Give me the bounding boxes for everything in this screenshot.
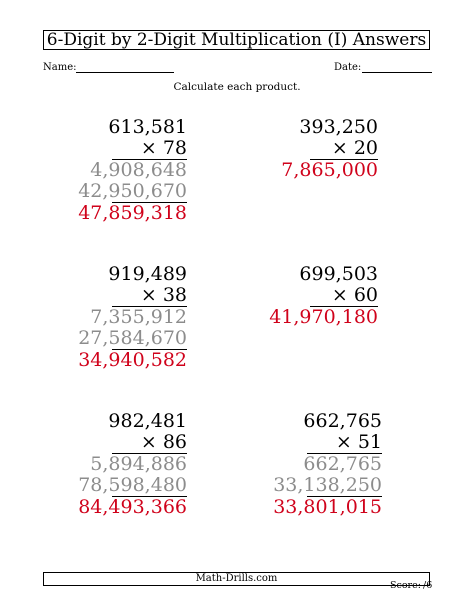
partial-product: 4,908,648 [90, 159, 187, 181]
problem-6 [182, 411, 382, 518]
multiplier: × 51 [335, 431, 382, 453]
score-label: Score: [390, 580, 421, 591]
name-label: Name: [43, 62, 77, 73]
product-answer: 47,859,318 [78, 202, 187, 224]
date-line [362, 72, 432, 73]
partial-product: 33,138,250 [273, 474, 382, 496]
multiplicand: 662,765 [303, 410, 382, 432]
multiplier: × 38 [140, 284, 187, 306]
problem-5 [0, 411, 187, 518]
problem-1 [0, 117, 187, 224]
multiplicand: 982,481 [108, 410, 187, 432]
score-total: /6 [423, 580, 433, 591]
problem-3 [0, 264, 187, 371]
multiplicand: 919,489 [108, 263, 187, 285]
product-answer: 34,940,582 [78, 349, 187, 371]
product-answer: 7,865,000 [281, 159, 378, 181]
multiplicand: 393,250 [299, 116, 378, 138]
problem-4 [178, 264, 378, 328]
product-answer: 84,493,366 [78, 496, 187, 518]
partial-product: 662,765 [303, 453, 382, 475]
problem-2 [178, 117, 378, 181]
date-label: Date: [334, 62, 362, 73]
partial-product: 78,598,480 [78, 474, 187, 496]
partial-product: 27,584,670 [78, 327, 187, 349]
partial-product: 7,355,912 [90, 306, 187, 328]
multiplier: × 86 [140, 431, 187, 453]
multiplier: × 20 [331, 137, 378, 159]
instructions: Calculate each product. [173, 81, 301, 93]
product-answer: 33,801,015 [273, 496, 382, 518]
partial-product: 42,950,670 [78, 180, 187, 202]
partial-product: 5,894,886 [90, 453, 187, 475]
multiplier: × 78 [140, 137, 187, 159]
multiplicand: 613,581 [108, 116, 187, 138]
worksheet-title: 6-Digit by 2-Digit Multiplication (I) Answers [43, 30, 430, 50]
product-answer: 41,970,180 [269, 306, 378, 328]
name-line [76, 72, 174, 73]
footer-brand: Math-Drills.com [43, 572, 430, 586]
multiplier: × 60 [331, 284, 378, 306]
multiplicand: 699,503 [299, 263, 378, 285]
